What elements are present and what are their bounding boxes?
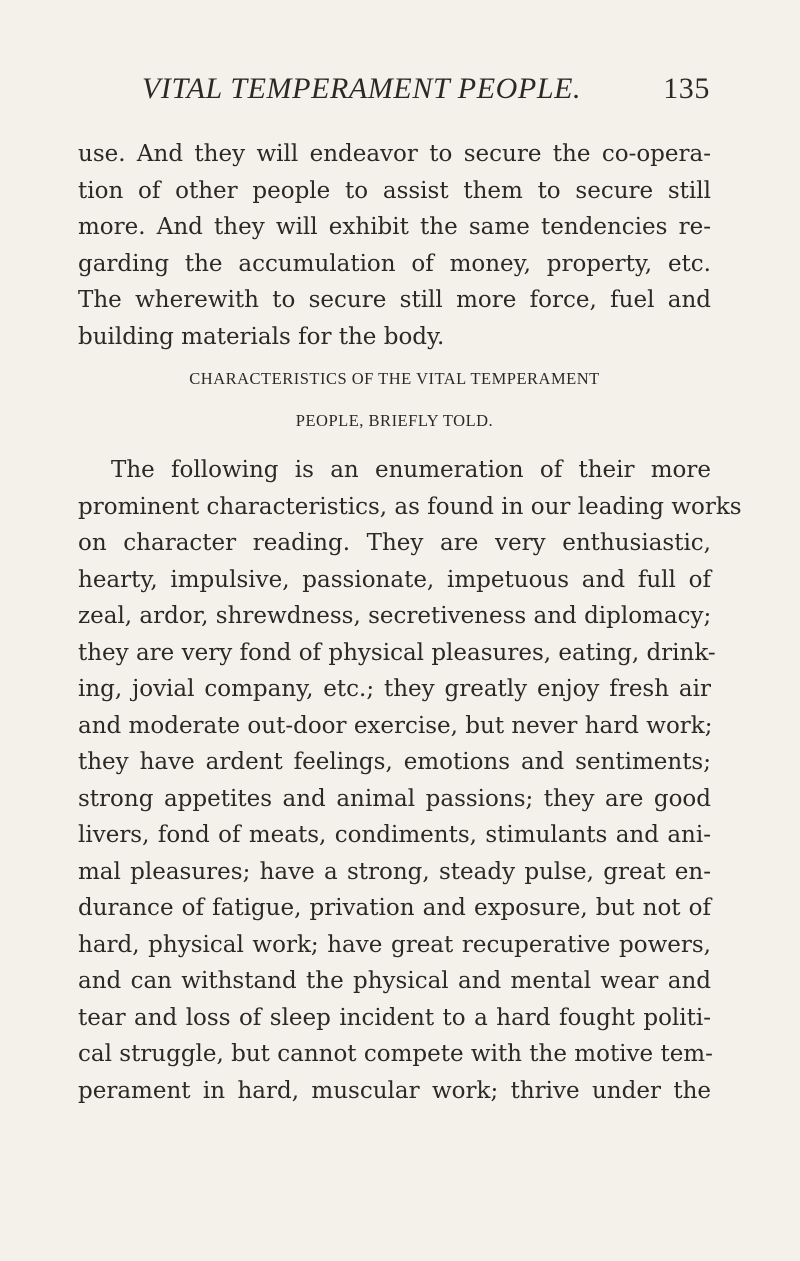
- text-line: on character reading. They are very enthusiastic,: [78, 530, 711, 556]
- paragraph-1: [78, 136, 711, 355]
- text-line: cal struggle, but cannot compete with the motive tem-: [78, 1041, 713, 1067]
- text-line: The following is an enumeration of their more: [111, 457, 711, 483]
- text-line: they are very fond of physical pleasures, eating, drink-: [78, 639, 716, 666]
- text-line: more. And they will exhibit the same tendencies re-: [78, 214, 711, 240]
- text-line: use. And they will endeavor to secure the co-opera-: [78, 141, 711, 167]
- text-line: hearty, impulsive, passionate, impetuous and full of: [78, 566, 711, 593]
- text-line: livers, fond of meats, condiments, stimulants and ani-: [78, 822, 711, 848]
- text-line: prominent characteristics, as found in our leading works: [78, 493, 742, 520]
- text-line: and can withstand the physical and mental wear and: [78, 968, 711, 994]
- text-line: The wherewith to secure still more force, fuel and: [78, 287, 711, 313]
- text-line: garding the accumulation of money, property, etc.: [78, 250, 711, 277]
- text-line: tear and loss of sleep incident to a hard fought politi-: [78, 1004, 711, 1031]
- text-line: building materials for the body.: [78, 323, 445, 350]
- section-heading-line-2: PEOPLE, BRIEFLY TOLD.: [295, 411, 494, 430]
- running-title: VITAL TEMPERAMENT PEOPLE.: [142, 72, 582, 105]
- paragraph-2: [78, 452, 742, 1109]
- text-line: durance of fatigue, privation and exposure, but not of: [78, 895, 711, 921]
- text-line: perament in hard, muscular work; thrive under the: [78, 1077, 711, 1104]
- text-line: they have ardent feelings, emotions and sentiments;: [78, 749, 711, 775]
- running-head: [142, 72, 710, 118]
- text-line: strong appetites and animal passions; they are good: [78, 785, 711, 812]
- page-number: 135: [663, 72, 710, 105]
- text-line: mal pleasures; have a strong, steady pulse, great en-: [78, 858, 711, 885]
- text-line: zeal, ardor, shrewdness, secretiveness and diplomacy;: [78, 603, 712, 629]
- section-heading-line-1: CHARACTERISTICS OF THE VITAL TEMPERAMENT: [189, 369, 600, 388]
- text-line: tion of other people to assist them to secure still: [78, 177, 711, 204]
- text-line: and moderate out-door exercise, but never hard work;: [78, 712, 713, 739]
- text-line: hard, physical work; have great recuperative powers,: [78, 931, 711, 958]
- text-line: ing, jovial company, etc.; they greatly enjoy fresh air: [78, 676, 711, 702]
